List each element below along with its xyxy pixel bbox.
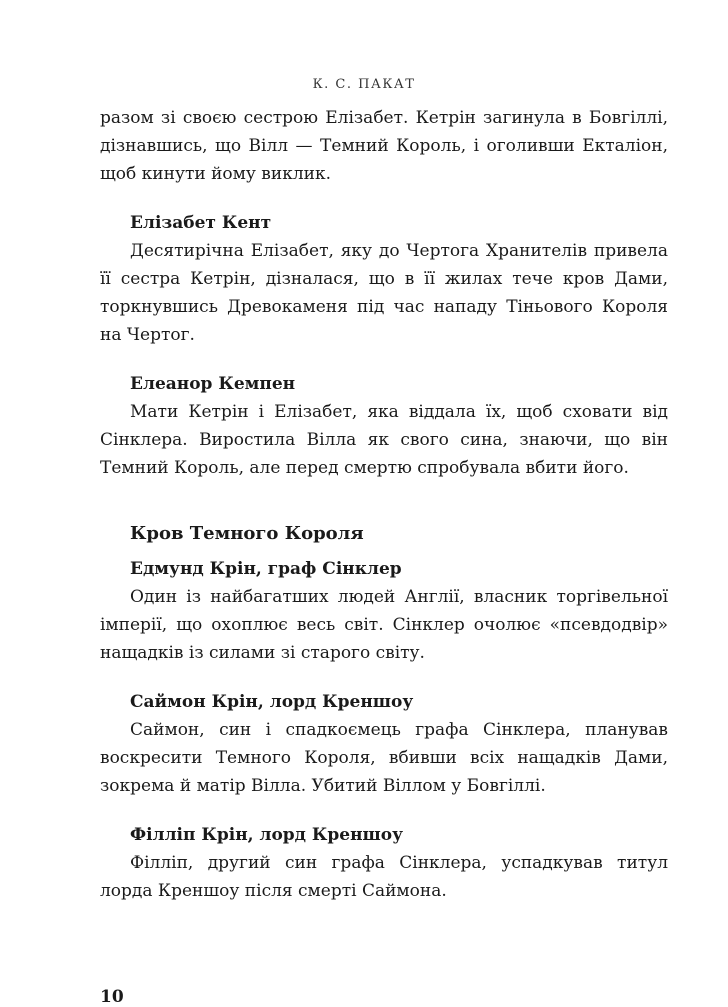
character-entry [100, 822, 668, 905]
character-description: Філліп, другий син графа Сінклера, успадкував титул лорда Креншоу після смерті Саймона. [100, 853, 668, 901]
character-name: Елеанор Кемпен [130, 374, 296, 394]
page-number: 10 [100, 987, 124, 1007]
character-description: Десятирічна Елізабет, яку до Чертога Хранителів привела її сестра Кетрін, дізналася, що в її жилах тече кров Дами, торкнувшись Древокаменя під час нападу Тіньового Короля на Чертог. [100, 241, 668, 345]
character-entry [100, 556, 668, 667]
continuation-paragraph: разом зі своєю сестрою Елізабет. Кетрін загинула в Бовгіллі, дізнавшись, що Вілл — Темний Король, і оголивши Екталіон, щоб кинути йому виклик. [100, 108, 668, 184]
character-entry [100, 371, 668, 482]
page-body [100, 104, 668, 905]
character-entry [100, 689, 668, 800]
character-description: Один із найбагатших людей Англії, власник торгівельної імперії, що охоплює весь світ. Сінклер очолює «псевдодвір» нащадків із силами зі старого світу. [100, 587, 668, 663]
character-name: Едмунд Крін, граф Сінклер [130, 559, 402, 579]
section-heading: Кров Темного Короля [130, 523, 364, 544]
running-header: К. С. ПАКАТ [312, 77, 416, 92]
character-description: Саймон, син і спадкоємець графа Сінклера, планував воскресити Темного Короля, вбивши всіх нащадків Дами, зокрема й матір Вілла. Убитий Віллом у Бовгіллі. [100, 720, 668, 796]
character-name: Філліп Крін, лорд Креншоу [130, 825, 404, 845]
character-name: Елізабет Кент [130, 213, 272, 233]
character-description: Мати Кетрін і Елізабет, яка віддала їх, щоб сховати від Сінклера. Виростила Вілла як свого сина, знаючи, що він Темний Король, але перед смертю спробувала вбити його. [100, 402, 668, 478]
character-name: Саймон Крін, лорд Креншоу [130, 692, 414, 712]
character-entry [100, 210, 668, 349]
